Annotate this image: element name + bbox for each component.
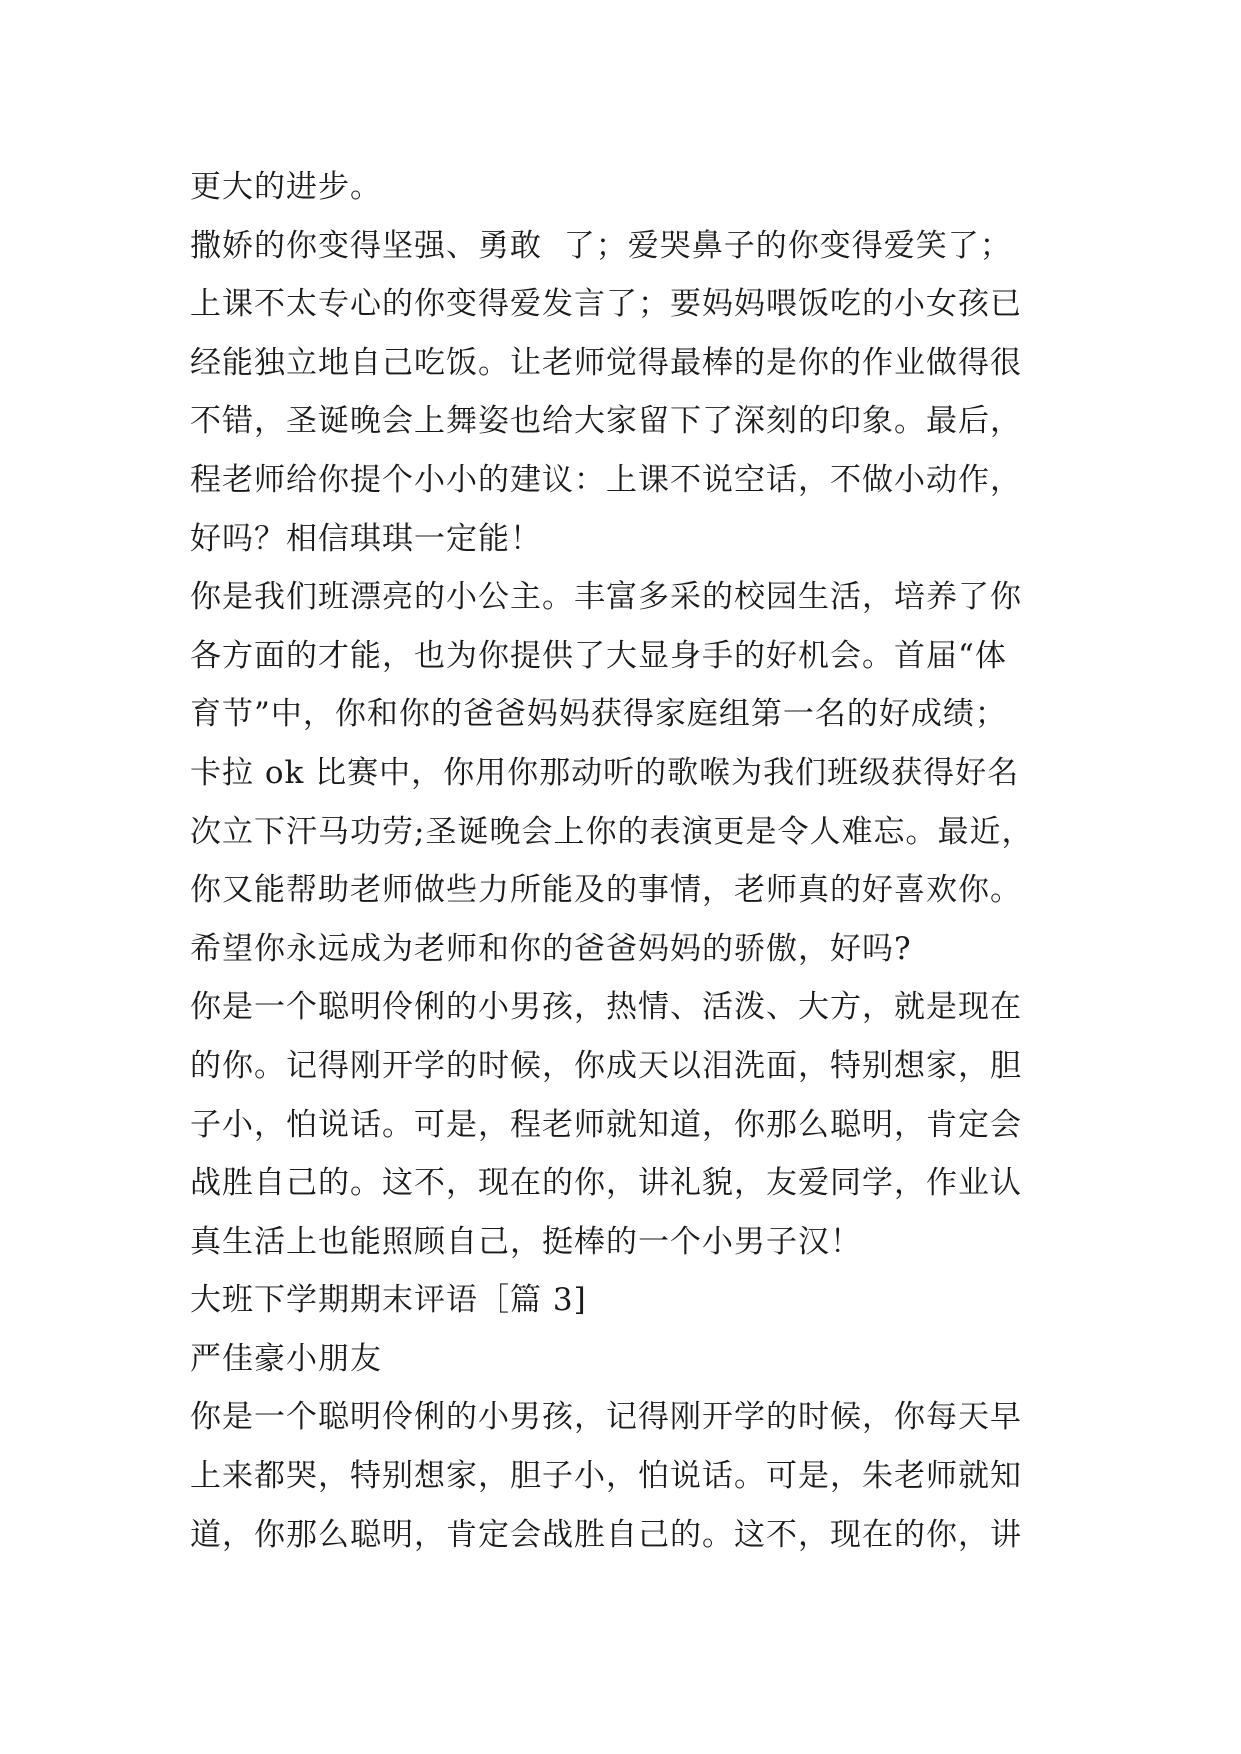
text-line: 不错，圣诞晚会上舞姿也给大家留下了深刻的印象。最后，: [190, 403, 1022, 440]
text-line: 程老师给你提个小小的建议：上课不说空话，不做小动作，: [190, 461, 1022, 498]
text-line: 上来都哭，特别想家，胆子小，怕说话。可是，朱老师就知: [190, 1458, 1022, 1495]
section-heading: 大班下学期期末评语［篇 3]: [190, 1282, 587, 1319]
text-line: 道，你那么聪明，肯定会战胜自己的。这不，现在的你，讲: [190, 1516, 1022, 1553]
text-line: 上课不太专心的你变得爱发言了；要妈妈喂饭吃的小女孩已: [190, 286, 1022, 323]
text-line: 好吗？相信琪琪一定能！: [190, 520, 542, 557]
text-line: 次立下汗马功劳;圣诞晚会上你的表演更是令人难忘。最近，: [190, 813, 1034, 850]
text-line: 卡拉 ok 比赛中，你用你那动听的歌喉为我们班级获得好名: [190, 754, 1020, 791]
document-body: [190, 158, 1070, 1564]
text-line: 各方面的才能，也为你提供了大显身手的好机会。首届“体: [190, 637, 1007, 674]
text-line: 子小，怕说话。可是，程老师就知道，你那么聪明，肯定会: [190, 1106, 1022, 1143]
text-line: 战胜自己的。这不，现在的你，讲礼貌，友爱同学，作业认: [190, 1165, 1022, 1202]
text-line: 撒娇的你变得坚强、勇敢 了；爱哭鼻子的你变得爱笑了；: [190, 227, 1012, 264]
text-line: 经能独立地自己吃饭。让老师觉得最棒的是你的作业做得很: [190, 344, 1022, 381]
text-line: 你是一个聪明伶俐的小男孩，热情、活泼、大方，就是现在: [190, 989, 1022, 1026]
text-line: 你是我们班漂亮的小公主。丰富多采的校园生活，培养了你: [190, 579, 1022, 616]
text-line: 你又能帮助老师做些力所能及的事情，老师真的好喜欢你。: [190, 872, 1022, 909]
text-line: 更大的进步。: [190, 169, 382, 205]
text-line: 真生活上也能照顾自己，挺棒的一个小男子汉！: [190, 1223, 862, 1260]
text-line: 希望你永远成为老师和你的爸爸妈妈的骄傲，好吗?: [190, 930, 912, 967]
text-line: 育节”中，你和你的爸爸妈妈获得家庭组第一名的好成绩；: [190, 696, 1007, 733]
recipient-name: 严佳豪小朋友: [190, 1340, 382, 1377]
text-line: 的你。记得刚开学的时候，你成天以泪洗面，特别想家，胆: [190, 1047, 1022, 1084]
text-line: 你是一个聪明伶俐的小男孩，记得刚开学的时候，你每天早: [190, 1399, 1022, 1436]
